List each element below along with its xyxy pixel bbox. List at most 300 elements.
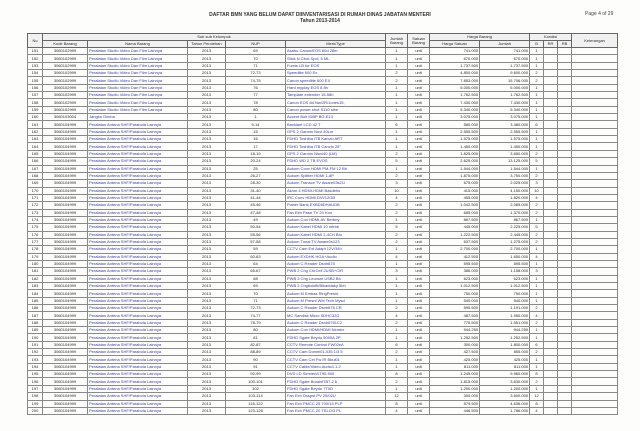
cell-kondisi-rr	[544, 84, 558, 91]
cell-keterangan	[572, 165, 618, 172]
cell-nama-barang: Peralatan Antena SHF/Parabola Lainnya	[88, 371, 188, 378]
cell-tahun: 2013	[188, 327, 226, 334]
cell-nama-barang: Peralatan Antena SHF/Parabola Lainnya	[88, 128, 188, 135]
cell-merk: Aukom Conv HDMI PM-FM 12 Bh	[286, 165, 386, 172]
cell-tahun: 2013	[188, 77, 226, 84]
cell-tahun: 2013	[188, 202, 226, 209]
cell-nama-barang: Peralatan Antena SHF/Parabola Lainnya	[88, 216, 188, 223]
cell-satuan: unit	[408, 172, 430, 179]
cell-nup: 64	[226, 260, 286, 267]
cell-tahun: 2013	[188, 48, 226, 55]
cell-harga-jumlah: 540.000	[480, 297, 530, 304]
cell-kondisi-b: 1	[530, 297, 544, 304]
cell-nup: 47-48	[226, 209, 286, 216]
table-row	[28, 275, 618, 282]
cell-tahun: 2013	[188, 275, 226, 282]
cell-satuan: unit	[408, 121, 430, 128]
cell-harga-satuan: 579.500	[430, 400, 480, 407]
cell-kondisi-b: 1	[530, 136, 544, 143]
cell-satuan: unit	[408, 136, 430, 143]
cell-satuan: unit	[408, 238, 430, 245]
cell-harga-satuan: 1.875.000	[430, 172, 480, 179]
cell-tahun: 2013	[188, 312, 226, 319]
cell-keterangan	[572, 128, 618, 135]
cell-kondisi-rb	[558, 400, 572, 407]
cell-keterangan	[572, 246, 618, 253]
cell-kode-barang: 3060104999	[43, 121, 88, 128]
cell-harga-satuan: 427.500	[430, 349, 480, 356]
cell-no: 194	[28, 363, 43, 370]
table-row	[28, 238, 618, 245]
cell-kode-barang: 3060104999	[43, 260, 88, 267]
cell-kondisi-rr	[544, 172, 558, 179]
cell-jumlah-barang: 4	[386, 407, 408, 414]
cell-nup: 50-54	[226, 224, 286, 231]
table-row	[28, 283, 618, 290]
cell-no: 170	[28, 187, 43, 194]
cell-keterangan	[572, 400, 618, 407]
cell-harga-jumlah: 670.000	[480, 55, 530, 62]
cell-harga-satuan: 623.000	[430, 275, 480, 282]
cell-kondisi-rb	[558, 158, 572, 165]
cell-kondisi-rb	[558, 253, 572, 260]
cell-nama-barang: Peralatan Studio Video Dan Film Lainnya	[88, 84, 188, 91]
cell-harga-jumlah: 1.800.000	[480, 341, 530, 348]
table-row	[28, 393, 618, 400]
cell-tahun: 2013	[188, 341, 226, 348]
cell-satuan: unit	[408, 356, 430, 363]
cell-kondisi-rr	[544, 180, 558, 187]
cell-satuan: unit	[408, 283, 430, 290]
cell-merk: Aukom Kabel HDMI 10 mtrbb	[286, 224, 386, 231]
cell-nama-barang: Peralatan Antena SHF/Parabola Lainnya	[88, 202, 188, 209]
cell-kode-barang: 3060102999	[43, 77, 88, 84]
cell-harga-satuan: 300.000	[430, 341, 480, 348]
cell-kondisi-b: 2	[530, 238, 544, 245]
cell-kondisi-b: 1	[530, 283, 544, 290]
cell-keterangan	[572, 327, 618, 334]
cell-no: 188	[28, 319, 43, 326]
cell-no: 157	[28, 92, 43, 99]
cell-merk: CCTV Cam Cet Fw IR Bbul01	[286, 356, 386, 363]
cell-kondisi-rr	[544, 48, 558, 55]
cell-nup: 82-87	[226, 341, 286, 348]
table-row	[28, 363, 618, 370]
cell-kondisi-rb	[558, 99, 572, 106]
col-kondisi-rb: RB	[558, 41, 572, 48]
cell-satuan: unit	[408, 312, 430, 319]
cell-harga-jumlah: 1.252.500	[480, 334, 530, 341]
cell-jumlah-barang: 1	[386, 55, 408, 62]
cell-kondisi-rr	[544, 55, 558, 62]
cell-harga-jumlah: 944.250	[480, 327, 530, 334]
cell-tahun: 2013	[188, 194, 226, 201]
cell-nup: 102	[226, 385, 286, 392]
cell-no: 164	[28, 143, 43, 150]
cell-kode-barang: 3060104999	[43, 150, 88, 157]
cell-harga-satuan: 1.575.000	[430, 136, 480, 143]
cell-jumlah-barang: 2	[386, 150, 408, 157]
cell-kondisi-b: 1	[530, 216, 544, 223]
cell-kondisi-rr	[544, 114, 558, 121]
cell-nama-barang: Peralatan Antena SHF/Parabola Lainnya	[88, 356, 188, 363]
cell-keterangan	[572, 136, 618, 143]
cell-jumlah-barang: 2	[386, 172, 408, 179]
cell-kondisi-rr	[544, 150, 558, 157]
cell-jumlah-barang: 1	[386, 290, 408, 297]
cell-no: 174	[28, 216, 43, 223]
cell-nama-barang: Peralatan Antena SHF/Parabola Lainnya	[88, 260, 188, 267]
cell-nup: 65-67	[226, 268, 286, 275]
cell-tahun: 2013	[188, 371, 226, 378]
cell-kondisi-b: 4	[530, 253, 544, 260]
page-number: Page 4 of 29	[585, 11, 614, 17]
cell-kondisi-rr	[544, 238, 558, 245]
cell-keterangan	[572, 92, 618, 99]
cell-nama-barang: Peralatan Antena SHF/Parabola Lainnya	[88, 327, 188, 334]
cell-harga-satuan: 7.853.000	[430, 77, 480, 84]
cell-kondisi-rb	[558, 165, 572, 172]
cell-kode-barang: 3060104999	[43, 158, 88, 165]
cell-jumlah-barang: 1	[386, 363, 408, 370]
table-row	[28, 143, 618, 150]
cell-nama-barang: Peralatan Antena SHF/Parabola Lainnya	[88, 238, 188, 245]
cell-kondisi-rb	[558, 62, 572, 69]
cell-harga-jumlah: 3.630.000	[480, 378, 530, 385]
cell-kode-barang: 3060104999	[43, 283, 88, 290]
col-kode-barang: Kode Barang	[43, 41, 88, 48]
cell-kode-barang: 3060104999	[43, 143, 88, 150]
cell-kondisi-rr	[544, 231, 558, 238]
cell-kondisi-rr	[544, 165, 558, 172]
cell-nama-barang: Peralatan Antena SHF/Parabola Lainnya	[88, 312, 188, 319]
cell-keterangan	[572, 202, 618, 209]
cell-tahun: 2013	[188, 187, 226, 194]
cell-harga-jumlah: 2.225.000	[480, 224, 530, 231]
cell-nup: 18-19	[226, 150, 286, 157]
cell-harga-satuan: 750.000	[430, 290, 480, 297]
cell-jumlah-barang: 2	[386, 378, 408, 385]
cell-tahun: 2013	[188, 297, 226, 304]
cell-satuan: unit	[408, 84, 430, 91]
cell-jumlah-barang: 1	[386, 216, 408, 223]
cell-harga-satuan: 446.500	[430, 407, 480, 414]
cell-tahun: 2013	[188, 349, 226, 356]
cell-harga-satuan: 1.012.500	[430, 283, 480, 290]
cell-nup: 78	[226, 99, 286, 106]
cell-satuan: unit	[408, 202, 430, 209]
cell-nama-barang: Peralatan Antena SHF/Parabola Lainnya	[88, 136, 188, 143]
cell-harga-satuan: 580.000	[430, 121, 480, 128]
cell-keterangan	[572, 334, 618, 341]
cell-no: 154	[28, 70, 43, 77]
cell-harga-satuan: 811.000	[430, 363, 480, 370]
cell-kondisi-rb	[558, 246, 572, 253]
col-kondisi-rr: RR	[544, 41, 558, 48]
table-row	[28, 385, 618, 392]
cell-satuan: unit	[408, 180, 430, 187]
cell-keterangan	[572, 290, 618, 297]
cell-kode-barang: 3060102999	[43, 62, 88, 69]
cell-kondisi-b: 6	[530, 341, 544, 348]
cell-merk: GPS 2 Garmin Nluvi40 (LM)	[286, 150, 386, 157]
cell-nama-barang: Peralatan Studio Video Dan Film Lainnya	[88, 99, 188, 106]
cell-harga-jumlah: 5.000.000	[480, 84, 530, 91]
cell-tahun: 2013	[188, 393, 226, 400]
cell-harga-jumlah: 741.000	[480, 48, 530, 55]
cell-kode-barang: 3060104999	[43, 319, 88, 326]
cell-no: 197	[28, 385, 43, 392]
cell-kondisi-b: 2	[530, 202, 544, 209]
cell-kondisi-b: 1	[530, 165, 544, 172]
col-nama-barang: Nama Barang	[88, 41, 188, 48]
cell-kondisi-rb	[558, 114, 572, 121]
cell-nup: 57-58	[226, 238, 286, 245]
cell-satuan: unit	[408, 400, 430, 407]
cell-satuan: unit	[408, 194, 430, 201]
cell-keterangan	[572, 62, 618, 69]
cell-tahun: 2013	[188, 106, 226, 113]
cell-nup: 59	[226, 246, 286, 253]
cell-no: 184	[28, 290, 43, 297]
cell-merk: Aukom Splitter HDMI 1-8P	[286, 172, 386, 179]
cell-tahun: 2013	[188, 216, 226, 223]
cell-satuan: unit	[408, 407, 430, 414]
cell-tahun: 2013	[188, 62, 226, 69]
cell-kondisi-b: 2	[530, 378, 544, 385]
cell-nup: 72-73	[226, 70, 286, 77]
cell-nup: 100-101	[226, 378, 286, 385]
cell-kondisi-rr	[544, 356, 558, 363]
cell-merk: PWB 2 Chg ChrCell 2USB+CIR	[286, 268, 386, 275]
cell-harga-satuan: 445.000	[430, 224, 480, 231]
cell-nama-barang: Peralatan Studio Video Dan Film Lainnya	[88, 62, 188, 69]
table-row	[28, 136, 618, 143]
cell-nama-barang: Peralatan Antena SHF/Parabola Lainnya	[88, 305, 188, 312]
col-harga-group: Harga Barang	[430, 34, 530, 41]
cell-nup: 92-99	[226, 371, 286, 378]
cell-nama-barang: Peralatan Antena SHF/Parabola Lainnya	[88, 209, 188, 216]
cell-kondisi-rb	[558, 202, 572, 209]
cell-satuan: unit	[408, 150, 430, 157]
cell-kode-barang: 3060104999	[43, 165, 88, 172]
cell-nup: 90	[226, 356, 286, 363]
cell-kondisi-b: 1	[530, 260, 544, 267]
cell-harga-jumlah: 867.500	[480, 216, 530, 223]
cell-harga-satuan: 2.625.000	[430, 158, 480, 165]
cell-jumlah-barang: 3	[386, 180, 408, 187]
cell-kondisi-rr	[544, 341, 558, 348]
cell-kondisi-b: 1	[530, 55, 544, 62]
cell-kondisi-b: 1	[530, 290, 544, 297]
table-row	[28, 371, 618, 378]
cell-kondisi-rr	[544, 128, 558, 135]
cell-harga-jumlah: 5.340.000	[480, 106, 530, 113]
cell-jumlah-barang: 12	[386, 393, 408, 400]
cell-kondisi-b: 1	[530, 363, 544, 370]
cell-no: 172	[28, 202, 43, 209]
cell-kondisi-rr	[544, 209, 558, 216]
cell-harga-satuan: 425.000	[430, 356, 480, 363]
cell-tahun: 2013	[188, 158, 226, 165]
col-no: No	[28, 34, 43, 48]
table-row	[28, 356, 618, 363]
cell-jumlah-barang: 4	[386, 194, 408, 201]
cell-jumlah-barang: 1	[386, 246, 408, 253]
cell-kondisi-b: 1	[530, 106, 544, 113]
cell-tahun: 2013	[188, 253, 226, 260]
cell-kondisi-rb	[558, 209, 572, 216]
cell-jumlah-barang: 5	[386, 224, 408, 231]
cell-keterangan	[572, 275, 618, 282]
cell-nama-barang: Peralatan Antena SHF/Parabola Lainnya	[88, 187, 188, 194]
cell-nup: 60-63	[226, 253, 286, 260]
col-sub-group: Sub sub Kelompok	[43, 34, 386, 41]
cell-harga-jumlah: 1.370.000	[480, 209, 530, 216]
cell-nup: 69	[226, 48, 286, 55]
table-row	[28, 77, 618, 84]
cell-satuan: unit	[408, 246, 430, 253]
cell-harga-jumlah: 3.075.000	[480, 114, 530, 121]
cell-no: 152	[28, 55, 43, 62]
table-row	[28, 334, 618, 341]
table-row	[28, 121, 618, 128]
cell-kondisi-rr	[544, 143, 558, 150]
cell-keterangan	[572, 297, 618, 304]
cell-kondisi-rb	[558, 275, 572, 282]
cell-satuan: unit	[408, 62, 430, 69]
cell-kode-barang: 3060104999	[43, 378, 88, 385]
cell-nup: 71	[226, 62, 286, 69]
cell-harga-jumlah: 1.820.000	[480, 194, 530, 201]
cell-kode-barang: 3060104999	[43, 172, 88, 179]
cell-kode-barang: 3060103004	[43, 114, 88, 121]
cell-nup: 88-89	[226, 349, 286, 356]
cell-nama-barang: Peralatan Antena SHF/Parabola Lainnya	[88, 275, 188, 282]
table-row	[28, 202, 618, 209]
cell-jumlah-barang: 1	[386, 114, 408, 121]
cell-jumlah-barang: 3	[386, 268, 408, 275]
cell-jumlah-barang: 1	[386, 327, 408, 334]
cell-harga-jumlah: 1.191.000	[480, 305, 530, 312]
cell-tahun: 2013	[188, 55, 226, 62]
cell-nama-barang: Peralatan Antena SHF/Parabola Lainnya	[88, 349, 188, 356]
cell-kode-barang: 3060104999	[43, 305, 88, 312]
cell-keterangan	[572, 305, 618, 312]
cell-kondisi-b: 2	[530, 209, 544, 216]
cell-tahun: 2013	[188, 290, 226, 297]
cell-kondisi-b: 1	[530, 114, 544, 121]
cell-merk: GPS 2 Garmin Nuvi 40Lm	[286, 128, 386, 135]
col-harga-jumlah: Jumlah	[480, 41, 530, 48]
cell-keterangan	[572, 84, 618, 91]
cell-jumlah-barang: 2	[386, 305, 408, 312]
cell-harga-satuan: 1.200.000	[430, 385, 480, 392]
cell-kondisi-rr	[544, 393, 558, 400]
cell-keterangan	[572, 341, 618, 348]
cell-nama-barang: Peralatan Antena SHF/Parabola Lainnya	[88, 180, 188, 187]
cell-kondisi-rb	[558, 180, 572, 187]
cell-harga-jumlah: 13.125.000	[480, 158, 530, 165]
col-jumlah: Jumlah Barang	[386, 34, 408, 48]
cell-merk: IRC Conv HDMI-DVI/12GB	[286, 194, 386, 201]
cell-nup: 115-122	[226, 400, 286, 407]
cell-merk: FDHD Toshiba ITB Canvio 25"	[286, 143, 386, 150]
cell-jumlah-barang: 2	[386, 202, 408, 209]
cell-nama-barang: Peralatan Antena SHF/Parabola Lainnya	[88, 172, 188, 179]
cell-keterangan	[572, 187, 618, 194]
cell-kondisi-rb	[558, 305, 572, 312]
cell-kondisi-b: 1	[530, 99, 544, 106]
cell-satuan: unit	[408, 341, 430, 348]
cell-kondisi-rr	[544, 202, 558, 209]
table-row	[28, 187, 618, 194]
cell-keterangan	[572, 268, 618, 275]
cell-harga-jumlah: 623.000	[480, 275, 530, 282]
cell-harga-jumlah: 811.000	[480, 363, 530, 370]
cell-merk: FDHD WD 2 TB EVOS	[286, 158, 386, 165]
cell-harga-jumlah: 2.445.000	[480, 231, 530, 238]
cell-merk: Aukom Kabel HDMI 2-4CH Bro	[286, 231, 386, 238]
cell-kondisi-rb	[558, 341, 572, 348]
cell-merk: Asahu Canon/EOS 60d 28m	[286, 48, 386, 55]
cell-kondisi-rb	[558, 319, 572, 326]
cell-kondisi-rb	[558, 238, 572, 245]
cell-merk: DVD LD Simnerl/LT90-900	[286, 371, 386, 378]
cell-no: 153	[28, 62, 43, 69]
cell-harga-jumlah: 3.650.000	[480, 150, 530, 157]
cell-satuan: unit	[408, 143, 430, 150]
cell-no: 160	[28, 114, 43, 121]
table-row	[28, 48, 618, 55]
cell-no: 177	[28, 238, 43, 245]
cell-no: 171	[28, 194, 43, 201]
cell-nup: 123-126	[226, 407, 286, 414]
cell-harga-jumlah: 1.737.500	[480, 62, 530, 69]
cell-harga-jumlah: 1.575.000	[480, 136, 530, 143]
cell-tahun: 2013	[188, 172, 226, 179]
cell-harga-satuan: 1.825.000	[430, 150, 480, 157]
cell-tahun: 2013	[188, 114, 226, 121]
cell-no: 199	[28, 400, 43, 407]
cell-kode-barang: 3060104999	[43, 238, 88, 245]
cell-harga-jumlah: 2.555.500	[480, 128, 530, 135]
cell-harga-jumlah: 1.012.500	[480, 283, 530, 290]
cell-harga-satuan: 1.762.500	[430, 92, 480, 99]
cell-nup: 103-114	[226, 393, 286, 400]
cell-jumlah-barang: 1	[386, 297, 408, 304]
cell-harga-jumlah: 1.551.000	[480, 319, 530, 326]
cell-merk: Aukom Con HDMI-AV Berbny	[286, 216, 386, 223]
cell-tahun: 2013	[188, 121, 226, 128]
cell-merk: Aukom Tunai TV Aware0s123	[286, 238, 386, 245]
cell-tahun: 2013	[188, 84, 226, 91]
cell-nama-barang: Peralatan Antena SHF/Parabola Lainnya	[88, 121, 188, 128]
cell-kode-barang: 3060102999	[43, 55, 88, 62]
cell-nama-barang: Peralatan Antena SHF/Parabola Lainnya	[88, 297, 188, 304]
cell-kondisi-rb	[558, 290, 572, 297]
cell-merk: Backlant LCD 42 T	[286, 121, 386, 128]
cell-merk: Canon speedlite 600 EX	[286, 77, 386, 84]
cell-kondisi-rr	[544, 400, 558, 407]
cell-nama-barang: Peralatan Antena SHF/Parabola Lainnya	[88, 290, 188, 297]
cell-merk: PWB 3 Chg Leonsm USB2 Bh	[286, 275, 386, 282]
cell-kode-barang: 3060104999	[43, 385, 88, 392]
cell-kondisi-rb	[558, 106, 572, 113]
cell-harga-satuan: 944.250	[430, 327, 480, 334]
cell-kode-barang: 3060104999	[43, 253, 88, 260]
cell-satuan: unit	[408, 371, 430, 378]
